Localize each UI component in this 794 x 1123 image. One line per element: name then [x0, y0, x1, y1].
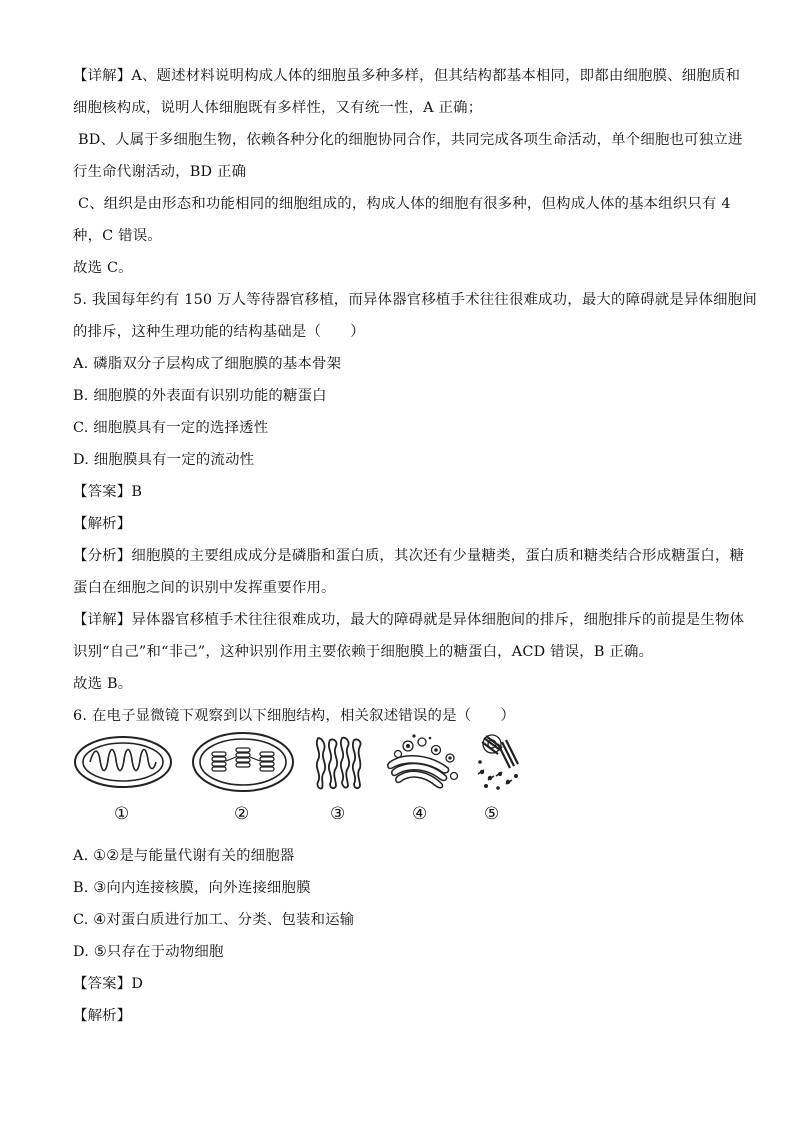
figure-label-2: ②	[234, 804, 250, 824]
question-6-option-a: A. ①②是与能量代谢有关的细胞器	[73, 848, 295, 864]
answer-line: 【答案】D	[73, 976, 144, 992]
figure-label-4: ④	[412, 804, 428, 824]
question-5-option-b: B. 细胞膜的外表面有识别功能的糖蛋白	[73, 388, 327, 404]
analysis-heading: 【解析】	[73, 1008, 132, 1024]
analysis-detail-line: 识别“自己”和“非己”，这种识别作用主要依赖于细胞膜上的糖蛋白，ACD 错误，B 正确。	[73, 644, 654, 660]
analysis-line: 蛋白在细胞之间的识别中发挥重要作用。	[73, 580, 336, 596]
question-6-option-c: C. ④对蛋白质进行加工、分类、包装和运输	[73, 912, 355, 928]
conclusion-line: 故选 B。	[73, 676, 133, 692]
question-5-stem: 的排斥，这种生理功能的结构基础是（ ）	[73, 324, 365, 340]
golgi-apparatus-drawing	[384, 732, 460, 794]
figure-label-3: ③	[330, 804, 346, 824]
chloroplast-drawing	[190, 730, 296, 794]
question-5-option-c: C. 细胞膜具有一定的选择透性	[73, 420, 269, 436]
question-6-stem: 6. 在电子显微镜下观察到以下细胞结构，相关叙述错误的是（ ）	[73, 708, 516, 724]
question-5-stem: 5. 我国每年约有 150 万人等待器官移植，而异体器官移植手术往往很难成功，最大的障碍就是异体细胞间	[73, 292, 757, 308]
mitochondrion-drawing	[72, 734, 174, 790]
analysis-detail-line: 【详解】异体器官移植手术往往很难成功，最大的障碍就是异体细胞间的排斥，细胞排斥的前提是生物体	[73, 612, 745, 628]
analysis-detail-line: BD、人属于多细胞生物，依赖各种分化的细胞协同合作，共同完成各项生命活动，单个细胞也可独立进	[78, 132, 743, 148]
question-5-option-a: A. 磷脂双分子层构成了细胞膜的基本骨架	[73, 356, 342, 372]
analysis-line: 【分析】细胞膜的主要组成成分是磷脂和蛋白质，其次还有少量糖类，蛋白质和糖类结合形成糖蛋白，糖	[73, 548, 745, 564]
analysis-detail-line: C、组织是由形态和功能相同的细胞组成的，构成人体的细胞有很多种，但构成人体的基本组织只有 4	[78, 196, 731, 212]
endoplasmic-reticulum-drawing	[312, 734, 364, 792]
analysis-detail-line: 细胞核构成，说明人体细胞既有多样性，又有统一性，A 正确；	[73, 100, 483, 116]
question-6-option-d: D. ⑤只存在于动物细胞	[73, 944, 224, 960]
organelle-figure	[72, 728, 532, 838]
figure-label-5: ⑤	[484, 804, 500, 824]
question-5-option-d: D. 细胞膜具有一定的流动性	[73, 452, 255, 468]
analysis-detail-line: 行生命代谢活动，BD 正确	[73, 164, 247, 180]
analysis-detail-line: 【详解】A、题述材料说明构成人体的细胞虽多种多样，但其结构都基本相同，即都由细胞膜、细胞质和	[73, 68, 741, 84]
figure-label-1: ①	[114, 804, 130, 824]
answer-line: 【答案】B	[73, 484, 143, 500]
conclusion-line: 故选 C。	[73, 260, 133, 276]
analysis-heading: 【解析】	[73, 516, 132, 532]
analysis-detail-line: 种，C 错误。	[73, 228, 162, 244]
question-6-option-b: B. ③向内连接核膜，向外连接细胞膜	[73, 880, 311, 896]
centriole-drawing	[472, 732, 528, 792]
